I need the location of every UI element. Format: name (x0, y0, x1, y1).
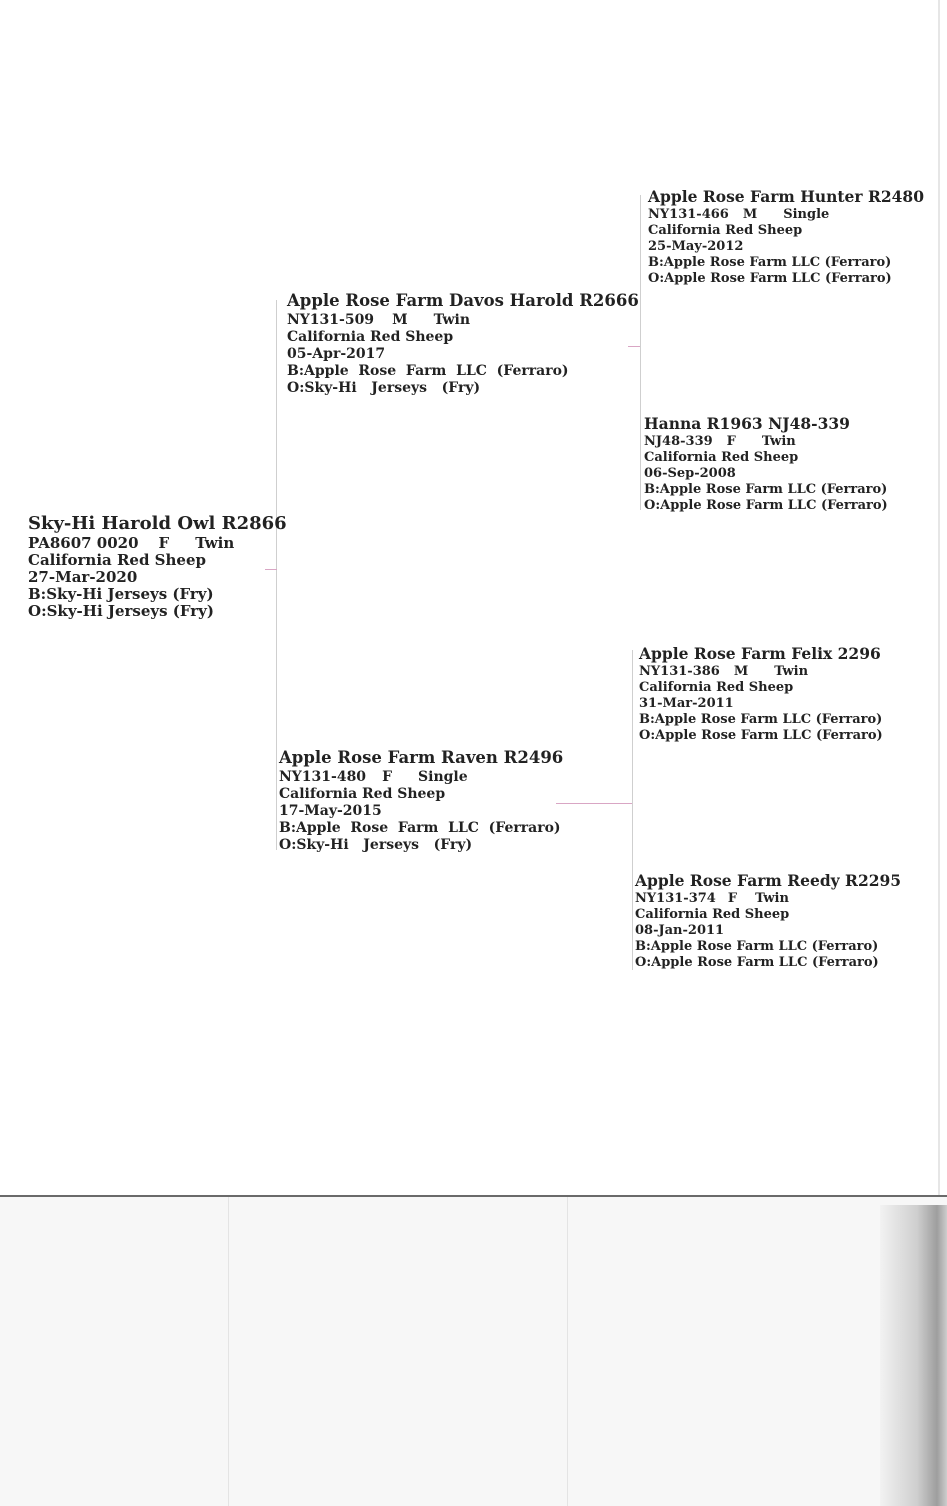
breed: California Red Sheep (279, 785, 446, 802)
pedigree-sire-sire (648, 189, 924, 285)
animal-name: Apple Rose Farm Felix 2296 (639, 644, 881, 663)
animal-name: Sky-Hi Harold Owl R2866 (28, 513, 287, 534)
scan-bottom-area (0, 1197, 947, 1506)
id-line (648, 208, 924, 221)
owner: O:Sky-Hi Jerseys (Fry) (287, 379, 481, 396)
animal-name: Apple Rose Farm Hunter R2480 (648, 187, 925, 206)
animal-sex: M (733, 663, 749, 679)
birth-date: 17-May-2015 (279, 802, 382, 819)
animal-sex: M (392, 311, 408, 328)
breeder: B:Apple Rose Farm LLC (Ferraro) (644, 481, 888, 497)
animal-name: Apple Rose Farm Davos Harold R2666 (287, 291, 639, 310)
id-line (279, 770, 563, 784)
birth-date: 25-May-2012 (648, 238, 744, 254)
id-line (28, 536, 287, 551)
animal-id: NY131-480 (279, 768, 367, 785)
birth-type: Twin (195, 534, 235, 552)
pedigree-dam (279, 750, 563, 852)
breeder: B:Apple Rose Farm LLC (Ferraro) (279, 819, 561, 836)
connector-sire-parents (640, 195, 641, 510)
id-line (644, 435, 888, 448)
id-line (635, 892, 901, 905)
birth-type: Twin (774, 663, 809, 679)
animal-sex: M (742, 206, 758, 222)
breeder: B:Apple Rose Farm LLC (Ferraro) (648, 254, 892, 270)
scan-line (567, 1197, 568, 1506)
breed: California Red Sheep (635, 906, 790, 922)
owner: O:Apple Rose Farm LLC (Ferraro) (635, 954, 879, 970)
birth-date: 06-Sep-2008 (644, 465, 736, 481)
birth-date: 08-Jan-2011 (635, 922, 725, 938)
animal-id: NY131-374 (635, 890, 716, 906)
birth-date: 27-Mar-2020 (28, 568, 138, 586)
animal-sex: F (158, 534, 170, 552)
animal-id: NY131-466 (648, 206, 729, 222)
breed: California Red Sheep (287, 328, 454, 345)
id-line (639, 665, 883, 678)
birth-type: Twin (433, 311, 470, 328)
birth-type: Single (783, 206, 830, 222)
animal-name: Apple Rose Farm Raven R2496 (279, 748, 564, 767)
pedigree-dam-sire (639, 646, 883, 742)
animal-name: Hanna R1963 NJ48-339 (644, 414, 850, 433)
animal-id: NJ48-339 (644, 433, 713, 449)
pedigree-sire-dam (644, 416, 888, 512)
owner: O:Sky-Hi Jerseys (Fry) (28, 602, 214, 620)
owner: O:Apple Rose Farm LLC (Ferraro) (639, 727, 883, 743)
breeder: B:Apple Rose Farm LLC (Ferraro) (635, 938, 879, 954)
id-line (287, 313, 639, 327)
birth-type: Twin (761, 433, 796, 449)
breeder: B:Sky-Hi Jerseys (Fry) (28, 585, 214, 603)
breed: California Red Sheep (648, 222, 803, 238)
animal-sex: F (726, 433, 736, 449)
pedigree-dam-dam (635, 873, 901, 969)
pedigree-sire (287, 293, 639, 395)
page-right-edge (938, 0, 940, 1195)
birth-date: 31-Mar-2011 (639, 695, 734, 711)
birth-type: Single (418, 768, 468, 785)
owner: O:Apple Rose Farm LLC (Ferraro) (644, 497, 888, 513)
animal-id: NY131-386 (639, 663, 720, 679)
animal-id: PA8607 0020 (28, 534, 139, 552)
animal-id: NY131-509 (287, 311, 375, 328)
breed: California Red Sheep (28, 551, 206, 569)
breeder: B:Apple Rose Farm LLC (Ferraro) (639, 711, 883, 727)
breed: California Red Sheep (639, 679, 794, 695)
owner: O:Apple Rose Farm LLC (Ferraro) (648, 270, 892, 286)
breed: California Red Sheep (644, 449, 799, 465)
animal-sex: F (727, 890, 738, 906)
connector-dam (556, 803, 632, 804)
breeder: B:Apple Rose Farm LLC (Ferraro) (287, 362, 569, 379)
scan-line (228, 1197, 229, 1506)
owner: O:Sky-Hi Jerseys (Fry) (279, 836, 473, 853)
scan-shadow (880, 1205, 947, 1506)
birth-type: Twin (755, 890, 789, 906)
birth-date: 05-Apr-2017 (287, 345, 386, 362)
pedigree-subject (28, 515, 287, 619)
animal-name: Apple Rose Farm Reedy R2295 (635, 871, 902, 890)
connector-dam-parents (632, 650, 633, 970)
page-bottom-edge (0, 1195, 947, 1197)
animal-sex: F (382, 768, 393, 785)
